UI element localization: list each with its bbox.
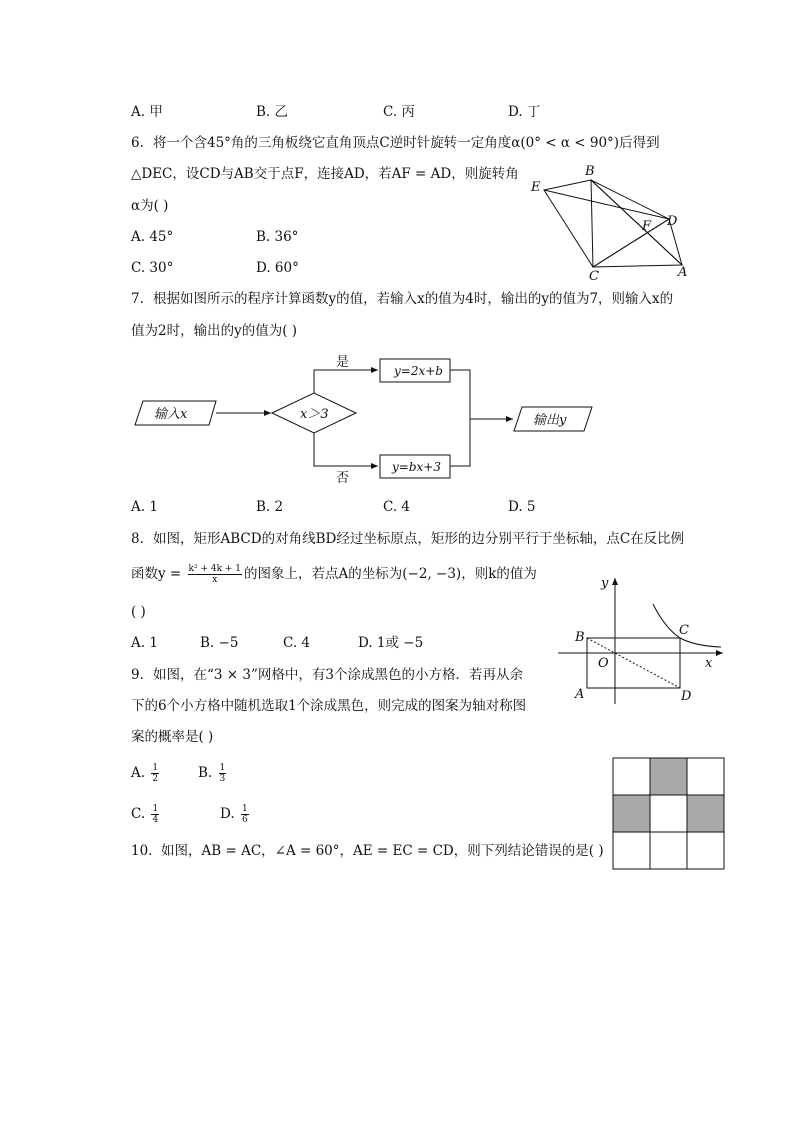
q9-option-a-den: 2 <box>152 774 159 784</box>
q6-label-f: F <box>642 219 652 234</box>
q8-label-y: y <box>601 576 609 591</box>
q6-text-line2: △DEC，设CD与AB交于点F，连接AD，若AF = AD，则旋转角 <box>131 166 519 182</box>
q6-label-e: E <box>531 180 541 195</box>
q9-grid-figure <box>612 757 727 872</box>
q7-option-b: B. 2 <box>256 499 284 515</box>
q7-option-d: D. 5 <box>508 499 536 515</box>
grid-cell-2-0 <box>613 832 650 869</box>
q8-fraction <box>188 564 243 585</box>
q9-text-line1: 如图，在“3 × 3”网格中，有3个涂成黑色的小方格．若再从余 <box>153 667 523 683</box>
q6-text-line1: 将一个含45°角的三角板绕它直角顶点C逆时针旋转一定角度α(0° < α < 90°)后得到 <box>153 135 660 151</box>
q8-option-a: A. 1 <box>131 635 158 651</box>
q7-flow-yes: 是 <box>336 355 350 370</box>
q9-option-c-num: 1 <box>152 804 159 814</box>
q9-option-b <box>198 760 228 786</box>
q6-option-c: C. 30° <box>131 260 174 276</box>
q9-option-c-frac <box>151 804 159 825</box>
q6-option-a: A. 45° <box>131 229 174 245</box>
q9-option-d-num: 1 <box>241 804 248 814</box>
q6-text-line3: α为( ) <box>131 198 169 214</box>
grid-cell-0-2 <box>687 758 724 795</box>
q10-number: 10. <box>131 843 153 859</box>
q8-line2-pre: 函数y = <box>131 566 186 582</box>
q8-option-d: D. 1或 −5 <box>358 635 424 651</box>
q5-option-b: B. 乙 <box>256 104 289 120</box>
q5-option-c: C. 丙 <box>383 104 415 120</box>
grid-cell-1-0 <box>613 795 650 832</box>
q8-option-b: B. −5 <box>200 635 239 651</box>
q9-option-a-num: 1 <box>152 763 159 773</box>
q6-label-c: C <box>589 269 599 282</box>
q9-option-d-label: D. <box>220 806 235 822</box>
q9-option-a-frac <box>151 763 159 784</box>
q8-fraction-num: k² + 4k + 1 <box>188 564 242 574</box>
q9-option-c <box>131 801 161 827</box>
grid-cell-0-1 <box>650 758 687 795</box>
grid-cell-1-2 <box>687 795 724 832</box>
q9-option-c-den: 4 <box>152 815 159 825</box>
q7-text-line2: 值为2时，输出的y的值为( ) <box>131 323 298 339</box>
q9-number: 9. <box>131 667 144 683</box>
q8-label-o: O <box>598 656 609 671</box>
q7-option-a: A. 1 <box>131 499 158 515</box>
q8-label-x: x <box>705 656 713 671</box>
q7-flowchart <box>130 348 600 490</box>
grid-cell-2-1 <box>650 832 687 869</box>
q8-label-d: D <box>681 689 692 704</box>
q9-option-a-label: A. <box>131 765 146 781</box>
q7-flow-output: 输出y <box>533 413 567 428</box>
q8-label-a: A <box>575 687 585 702</box>
q8-text-line1: 如图，矩形ABCD的对角线BD经过坐标原点，矩形的边分别平行于坐标轴，点C在反比例 <box>153 531 685 547</box>
q6-label-d: D <box>667 214 678 229</box>
q7-flow-input: 输入x <box>154 407 188 422</box>
q5-option-d: D. 丁 <box>508 104 541 120</box>
q6-option-b: B. 36° <box>256 229 299 245</box>
q9-option-d <box>220 801 251 827</box>
q8-option-c: C. 4 <box>283 635 311 651</box>
q8-fraction-den: x <box>212 575 218 585</box>
q7-flow-box-bottom: y=bx+3 <box>392 460 441 474</box>
q6-triangle-figure <box>525 160 705 282</box>
q9-option-b-den: 3 <box>219 774 226 784</box>
grid-cell-1-1 <box>650 795 687 832</box>
q6-option-d: D. 60° <box>256 260 299 276</box>
q8-text-line3: ( ) <box>131 604 146 620</box>
q5-option-a: A. 甲 <box>131 104 163 120</box>
q8-line2-post: 的图象上，若点A的坐标为(−2, −3)，则k的值为 <box>244 566 537 582</box>
q9-option-c-label: C. <box>131 806 146 822</box>
q7-text-line1: 根据如图所示的程序计算函数y的值，若输入x的值为4时，输出的y的值为7，则输入x的 <box>153 291 674 307</box>
grid-cell-2-2 <box>687 832 724 869</box>
q7-flow-no: 否 <box>336 471 350 486</box>
q9-text-line3: 案的概率是( ) <box>131 729 214 745</box>
q9-option-a <box>131 760 161 786</box>
q9-option-b-num: 1 <box>219 763 226 773</box>
q9-option-b-frac <box>219 763 227 784</box>
q9-option-b-label: B. <box>198 765 213 781</box>
q8-number: 8. <box>131 531 144 547</box>
q7-option-c: C. 4 <box>383 499 411 515</box>
q8-label-c: C <box>679 623 689 638</box>
q9-option-d-den: 6 <box>241 815 248 825</box>
grid-cell-0-0 <box>613 758 650 795</box>
q7-flow-box-top: y=2x+b <box>394 364 443 378</box>
q8-coordinate-figure <box>553 570 733 705</box>
q8-text-line2 <box>131 560 537 588</box>
q7-number: 7. <box>131 291 144 307</box>
q9-option-d-frac <box>241 804 249 825</box>
q9-text-line2: 下的6个小方格中随机选取1个涂成黑色，则完成的图案为轴对称图 <box>131 698 527 714</box>
q7-flow-condition: x＞3 <box>300 407 329 422</box>
q8-label-b: B <box>575 630 585 645</box>
q6-label-b: B <box>585 164 595 179</box>
q6-label-a: A <box>678 265 688 280</box>
q6-number: 6. <box>131 135 144 151</box>
q10-text-line1: 如图，AB = AC，∠A = 60°，AE = EC = CD，则下列结论错误的是( ) <box>161 843 604 859</box>
